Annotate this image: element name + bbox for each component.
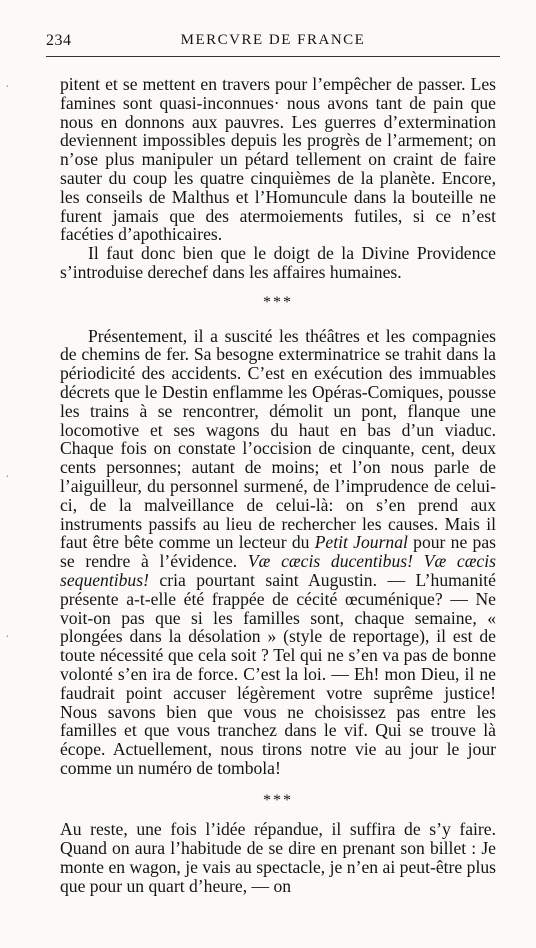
paragraph-4: Au reste, une fois l’idée répandue, il suffira de s’y faire. Quand on aura l’habitude de se dire en prenant son billet : Je monte en wagon, je vais au spectacle, je n’en ai peut-être plus que pour un quart d’heure, — on xyxy=(60,819,496,896)
margin-mark: · xyxy=(5,630,10,645)
margin-mark: · xyxy=(5,80,10,95)
paragraph-3-part-b: pour ne pas se rendre à l’évidence. xyxy=(60,532,496,572)
section-separator-2: *** xyxy=(263,791,293,809)
margin-mark: · xyxy=(5,470,10,485)
page-number: 234 xyxy=(46,32,72,49)
paragraph-1: pitent et se mettent en travers pour l’empêcher de passer. Les famines sont quasi-inconnues· nous avons tant de pain que nous en donnons aux pauvres. Les guerres d’extermination deviennent impossibles depuis les progrès de l’armement; on n’ose plus manipuler un pétard tellement on craint de faire sauter du coup les quatre cinquièmes de la planète. Encore, les conseils de Malthus et l’Homuncule dans la bouteille ne furent jamais que des atermoiements futiles, si ce n’est facéties d’apothicaires. xyxy=(60,74,496,245)
section-separator: *** xyxy=(263,293,293,311)
journal-title: Petit Journal xyxy=(314,532,408,553)
page-body xyxy=(60,75,496,896)
latin-quote: Væ cæcis ducentibus! Væ cæcis sequentibus! xyxy=(60,551,496,590)
paragraph-3-part-c: cria pourtant saint Augustin. — L’humanité présente a-t-elle été frappée de cécité œcuménique? — Ne voit-on pas que si les familles sont, chaque semaine, « plongées dans la désolation » (style de reportage), il est de toute nécessité que cela soit ? Tel qui ne s’en va pas de bonne volonté s’en ira de force. C’est la loi. — Eh! mon Dieu, il ne faudrait point accuser légèrement votre suprême justice! Nous savons bien que vous ne choisissez pas entre les familles et que vous tranchez dans le vif. Qui se trouve là écope. Actuellement, nous tirons notre vie au jour le jour comme un numéro de tombola! xyxy=(60,569,496,778)
paragraph-3 xyxy=(60,327,496,778)
paragraph-2: Il faut donc bien que le doigt de la Divine Providence s’introduise derechef dans les affaires humaines. xyxy=(60,243,496,282)
page-header xyxy=(46,32,500,57)
paragraph-3-part-a: Présentement, il a suscité les théâtres et les compagnies de chemins de fer. Sa besogne exterminatrice se trahit dans la périodicité des accidents. C’est en exécution des immuables décrets que le Destin enflamme les Opéras-Comiques, pousse les trains à se rencontrer, démolit un pont, flanque une locomotive et ses wagons du haut en bas d’un viaduc. Chaque fois on constate l’occision de cinquante, cent, deux cents personnes; autant de moins; et l’on nous parle de l’aiguilleur, du personnel surmené, de l’imprudence de celui-ci, de la malveillance de celui-là: on s’en prend aux instruments passifs au lieu de rechercher les causes. Mais il faut être bête comme un lecteur du xyxy=(60,325,496,553)
running-title: MERCVRE DE FRANCE xyxy=(180,32,366,48)
